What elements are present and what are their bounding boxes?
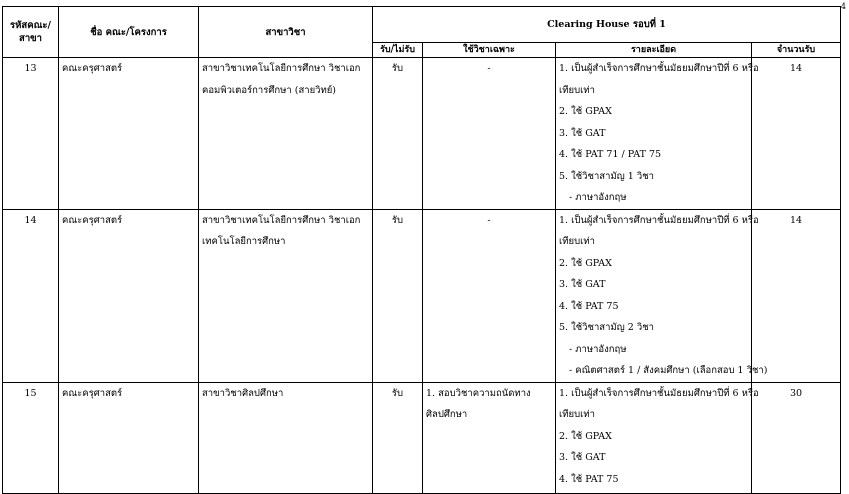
detail-line: เทียบเท่า <box>559 84 595 96</box>
detail-line: 2. ใช้ GPAX <box>559 106 612 117</box>
detail-line: 3. ใช้ GAT <box>559 127 606 139</box>
detail-line: - คณิตศาสตร์ 1 / สังคมศึกษา (เลือกสอบ 1 วิชา) <box>569 365 768 376</box>
header-code: รหัสคณะ/ สาขา <box>3 7 59 58</box>
header-detail: รายละเอียด <box>556 43 752 58</box>
detail-line: - ภาษาอังกฤษ <box>569 343 627 355</box>
cell-code: 14 <box>3 209 59 382</box>
detail-line: 1. เป็นผู้สำเร็จการศึกษาชั้นมัธยมศึกษาปีที่ 6 หรือ <box>559 214 759 226</box>
cell-accept: รับ <box>373 382 423 493</box>
cell-special-subject: 1. สอบวิชาความถนัดทาง ศิลปศึกษา <box>423 382 556 493</box>
cell-detail <box>556 209 768 382</box>
detail-line: เทียบเท่า <box>559 236 595 247</box>
cell-faculty: คณะครุศาสตร์ <box>59 382 199 493</box>
detail-line: เทียบเท่า <box>559 409 595 420</box>
detail-line: 5. ใช้วิชาสามัญ 1 วิชา <box>559 170 654 182</box>
detail-line: - ภาษาอังกฤษ <box>569 192 627 203</box>
detail-line: 2. ใช้ GPAX <box>559 257 612 269</box>
cell-major: สาขาวิชาเทคโนโลยีการศึกษา วิชาเอก คอมพิวเตอร์การศึกษา (สายวิทย์) <box>199 58 373 210</box>
table-row <box>3 58 841 210</box>
cell-special-subject: - <box>423 209 556 382</box>
detail-line: 1. เป็นผู้สำเร็จการศึกษาชั้นมัธยมศึกษาปีที่ 6 หรือ <box>559 387 759 399</box>
detail-line: 4. ใช้ PAT 71 / PAT 75 <box>559 149 662 160</box>
detail-line: 2. ใช้ GPAX <box>559 430 612 442</box>
detail-line: 1. เป็นผู้สำเร็จการศึกษาชั้นมัธยมศึกษาปีที่ 6 หรือ <box>559 63 759 74</box>
cell-quota: 14 <box>752 209 841 382</box>
cell-quota: 14 <box>752 58 841 210</box>
detail-line: 4. ใช้ PAT 75 <box>559 300 619 312</box>
cell-code: 15 <box>3 382 59 493</box>
page-number: 4 <box>840 2 846 11</box>
table-row <box>3 382 841 493</box>
cell-detail <box>556 382 759 493</box>
header-special-subject: ใช้วิชาเฉพาะ <box>423 43 556 58</box>
cell-accept: รับ <box>373 58 423 210</box>
detail-line: 4. ใช้ PAT 75 <box>559 473 619 485</box>
cell-major: สาขาวิชาเทคโนโลยีการศึกษา วิชาเอก เทคโนโลยีการศึกษา <box>199 209 373 382</box>
cell-faculty: คณะครุศาสตร์ <box>59 58 199 210</box>
detail-line: 5. ใช้วิชาสามัญ 2 วิชา <box>559 322 654 333</box>
header-faculty: ชื่อ คณะ/โครงการ <box>59 7 199 58</box>
cell-special-subject: - <box>423 58 556 210</box>
cell-detail <box>556 58 759 210</box>
cell-major: สาขาวิชาศิลปศึกษา <box>199 382 373 493</box>
detail-line: 3. ใช้ GAT <box>559 452 606 463</box>
header-major: สาขาวิชา <box>199 7 373 58</box>
header-accept: รับ/ไม่รับ <box>373 43 423 58</box>
cell-quota: 30 <box>752 382 841 493</box>
header-quota: จำนวนรับ <box>752 43 841 58</box>
admission-table <box>2 6 841 494</box>
cell-accept: รับ <box>373 209 423 382</box>
table-row <box>3 209 841 382</box>
cell-code: 13 <box>3 58 59 210</box>
detail-line: 3. ใช้ GAT <box>559 279 606 290</box>
header-clearing-house: Clearing House รอบที่ 1 <box>373 7 841 43</box>
cell-faculty: คณะครุศาสตร์ <box>59 209 199 382</box>
